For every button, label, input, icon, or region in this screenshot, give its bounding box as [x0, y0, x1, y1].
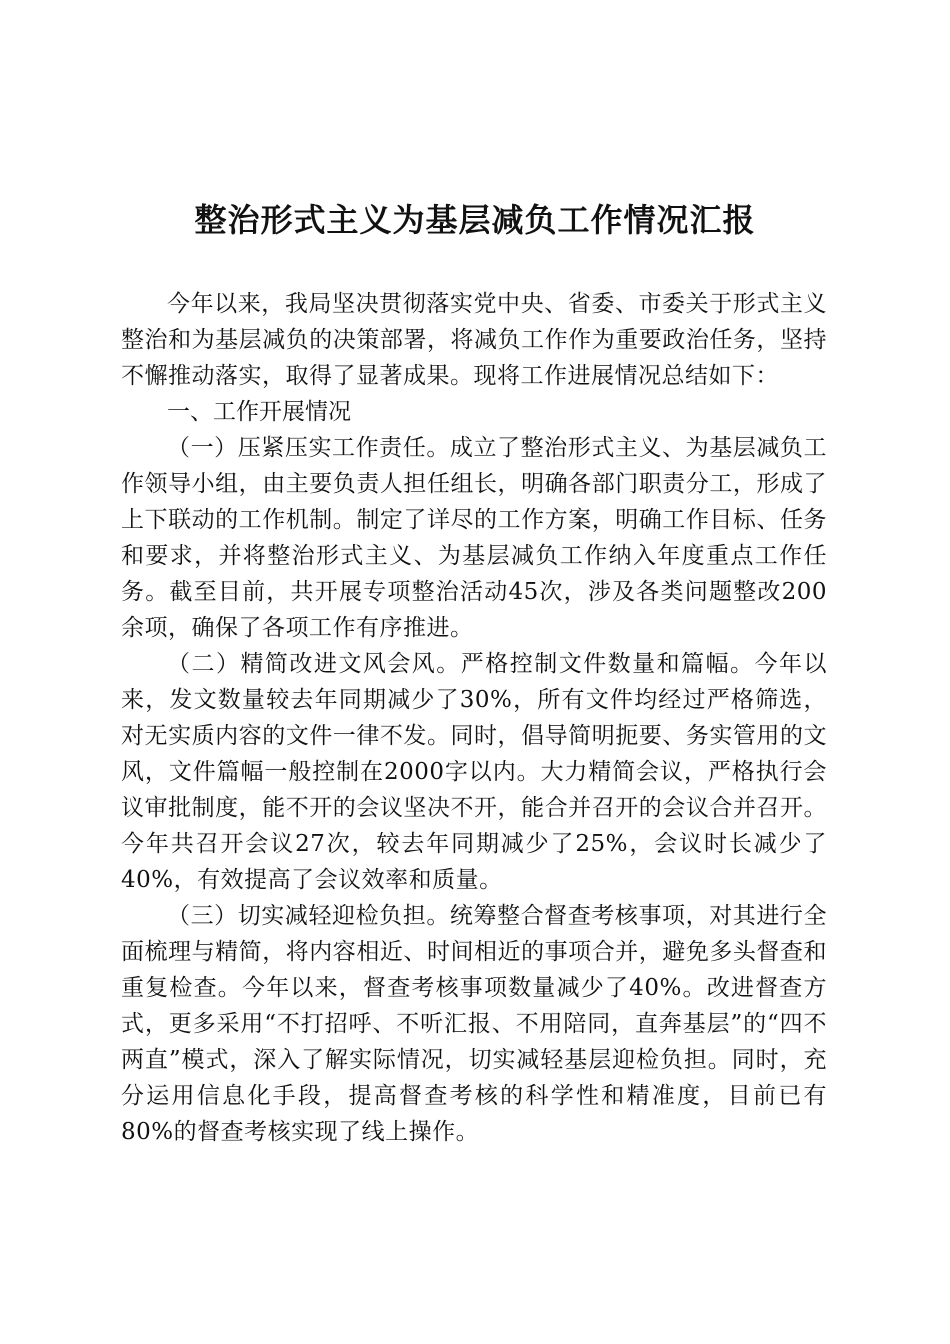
document-body [121, 286, 827, 1150]
paragraph-style-meetings: （二）精简改进文风会风。严格控制文件数量和篇幅。今年以来，发文数量较去年同期减少了30%，所有文件均经过严格筛选，对无实质内容的文件一律不发。同时，倡导简明扼要、务实管用的文风，文件篇幅一般控制在2000字以内。大力精简会议，严格执行会议审批制度，能不开的会议坚决不开，能合并召开的会议合并召开。今年共召开会议27次，较去年同期减少了25%，会议时长减少了40%，有效提高了会议效率和质量。 [121, 651, 827, 893]
document-title: 整治形式主义为基层减负工作情况汇报 [194, 201, 756, 239]
paragraph-responsibility: （一）压紧压实工作责任。成立了整治形式主义、为基层减负工作领导小组，由主要负责人担任组长，明确各部门职责分工，形成了上下联动的工作机制。制定了详尽的工作方案，明确工作目标、任务和要求，并将整治形式主义、为基层减负工作纳入年度重点工作任务。截至目前，共开展专项整治活动45次，涉及各类问题整改200余项，确保了各项工作有序推进。 [121, 435, 827, 641]
paragraph-inspection-burden: （三）切实减轻迎检负担。统筹整合督查考核事项，对其进行全面梳理与精简，将内容相近、时间相近的事项合并，避免多头督查和重复检查。今年以来，督查考核事项数量减少了40%。改进督查方式，更多采用“不打招呼、不听汇报、不用陪同，直奔基层”的“四不两直”模式，深入了解实际情况，切实减轻基层迎检负担。同时，充分运用信息化手段，提高督查考核的科学性和精准度，目前已有80%的督查考核实现了线上操作。 [121, 903, 827, 1145]
intro-paragraph: 今年以来，我局坚决贯彻落实党中央、省委、市委关于形式主义整治和为基层减负的决策部署，将减负工作作为重要政治任务，坚持不懈推动落实，取得了显著成果。现将工作进展情况总结如下： [121, 291, 827, 389]
section-heading: 一、工作开展情况 [167, 399, 351, 425]
